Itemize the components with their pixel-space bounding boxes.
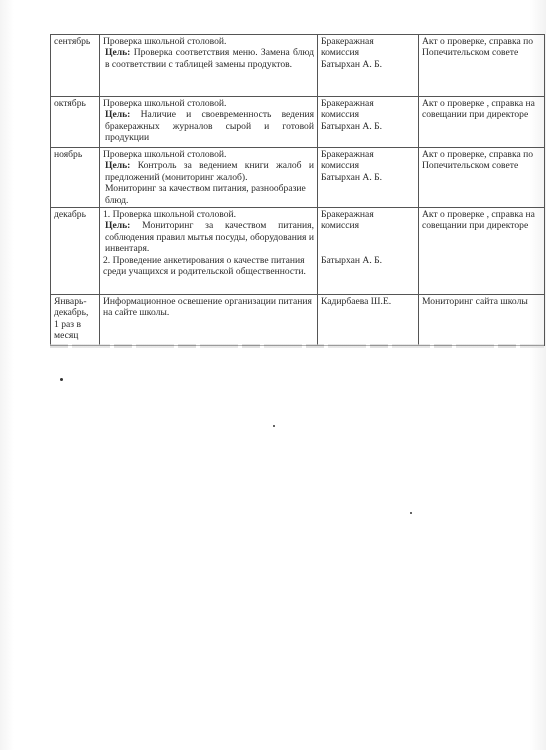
- responsible-line: комиссия: [321, 160, 360, 172]
- goal-label: Цель:: [105, 160, 131, 172]
- spacer: [321, 232, 415, 255]
- table-row: [51, 35, 545, 97]
- report-form-cell: Акт о проверке , справка на совещании при директоре: [419, 97, 545, 148]
- table-row: [51, 97, 545, 148]
- responsible-line: комиссия: [321, 47, 360, 59]
- report-form-cell: Акт о проверке, справка по Попечительском совете: [419, 148, 545, 208]
- responsible-cell: [318, 97, 419, 148]
- event-goal: [103, 109, 314, 143]
- event-goal: [103, 47, 314, 70]
- responsible-line: Бракеражная: [321, 36, 374, 47]
- goal-label: Цель:: [105, 109, 131, 121]
- month-cell: ноябрь: [51, 148, 100, 208]
- report-form-cell: Акт о проверке, справка по Попечительском совете: [419, 35, 545, 97]
- responsible-line: Бракеражная: [321, 149, 374, 160]
- goal-label: Цель:: [105, 47, 131, 59]
- scan-speck: [273, 425, 275, 427]
- month-cell: декабрь: [51, 208, 100, 295]
- goal-label: Цель:: [105, 220, 131, 232]
- scan-speck: [60, 378, 63, 381]
- month-line: месяц: [54, 330, 79, 342]
- table-row: [51, 148, 545, 208]
- responsible-cell: Кадирбаева Ш.Е.: [318, 295, 419, 346]
- responsible-cell: [318, 148, 419, 208]
- responsible-line: комиссия: [321, 220, 360, 232]
- food-control-plan-table: [50, 34, 545, 346]
- report-form-cell: Акт о проверке , справка на совещании при директоре: [419, 208, 545, 295]
- event-title: Проверка школьной столовой.: [103, 149, 227, 160]
- scan-speck: [410, 512, 412, 514]
- event-cell: Информационное освешение организации питания на сайте школы.: [100, 295, 318, 346]
- event-cell: [100, 35, 318, 97]
- scan-artifact-line: [50, 344, 544, 348]
- goal-text: Наличие и своевременность ведения бракеражных журналов сырой и готовой продукции: [105, 109, 314, 144]
- table-row: [51, 208, 545, 295]
- month-cell: октябрь: [51, 97, 100, 148]
- month-line: декабрь,: [54, 307, 89, 319]
- responsible-line: комиссия: [321, 109, 360, 121]
- goal-text: Контроль за ведением книги жалоб и предложений (мониторинг жалоб).: [105, 160, 314, 183]
- event-cell: [100, 208, 318, 295]
- event-extra: 2. Проведение анкетирования о качестве питания среди учащихся и родительской общественности.: [103, 254, 306, 278]
- responsible-name: Батырхан А. Б.: [321, 254, 383, 266]
- month-line: Январь-: [54, 296, 87, 307]
- responsible-line: Бракеражная: [321, 209, 374, 220]
- responsible-line: Бракеражная: [321, 98, 374, 109]
- responsible-name: Батырхан А. Б.: [321, 58, 383, 70]
- event-title: 1. Проверка школьной столовой.: [103, 209, 237, 220]
- event-title: Проверка школьной столовой.: [103, 36, 227, 47]
- event-goal: [103, 220, 314, 254]
- event-title: Проверка школьной столовой.: [103, 98, 227, 109]
- event-cell: [100, 148, 318, 208]
- month-line: 1 раз в: [54, 318, 81, 330]
- event-extra: Мониторинг за качеством питания, разнообразие блюд.: [105, 183, 306, 206]
- goal-text: Проверка соответствия меню. Замена блюд в соответствии с таблицей замены продуктов.: [105, 47, 314, 70]
- month-cell: [51, 295, 100, 346]
- month-cell: сентябрь: [51, 35, 100, 97]
- report-form-cell: Мониторинг сайта школы: [419, 295, 545, 346]
- goal-text: Мониторинг за качеством питания, соблюдения правил мытья посуды, оборудования и инвентаря.: [105, 220, 314, 255]
- responsible-name: Батырхан А. Б.: [321, 171, 383, 183]
- responsible-cell: [318, 208, 419, 295]
- responsible-cell: [318, 35, 419, 97]
- responsible-name: Батырхан А. Б.: [321, 120, 383, 132]
- event-cell: [100, 97, 318, 148]
- table-row: [51, 295, 545, 346]
- event-goal: [103, 160, 314, 183]
